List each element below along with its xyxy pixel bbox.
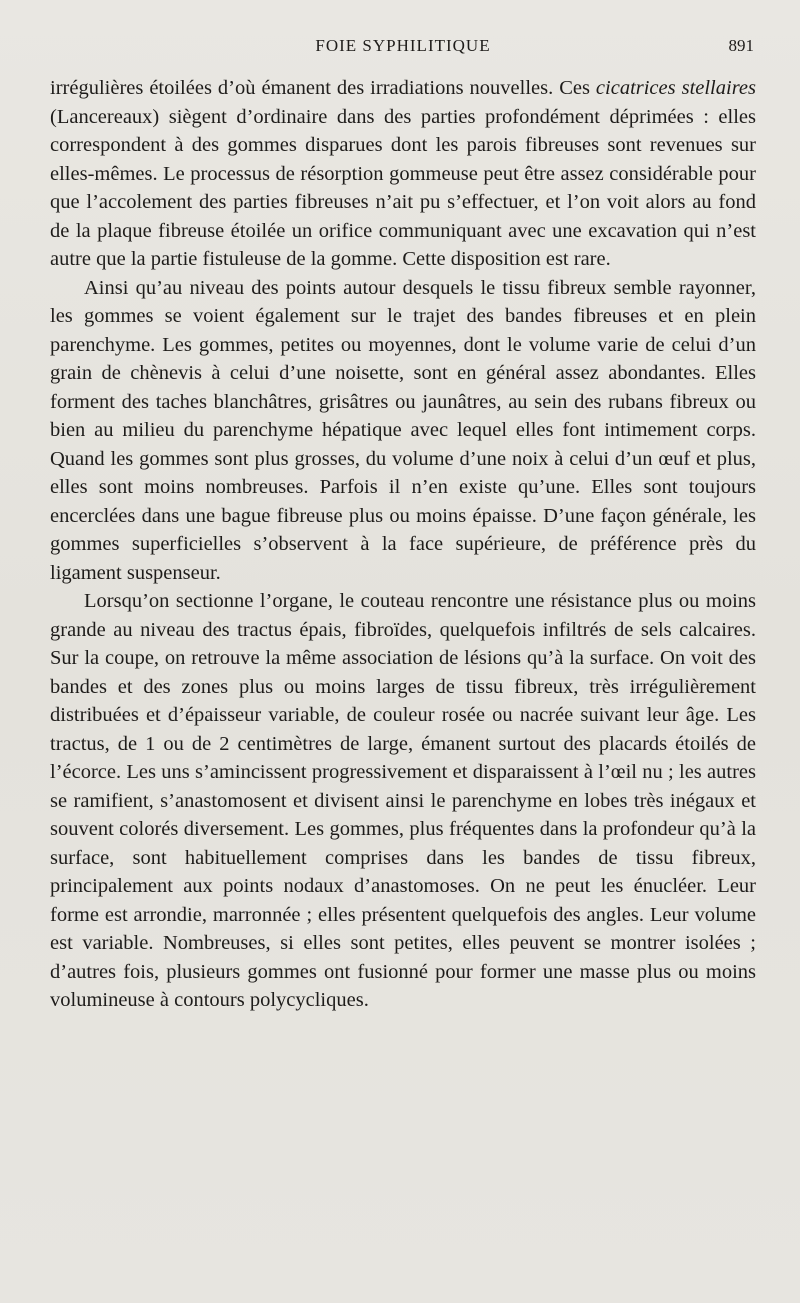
running-title: FOIE SYPHILITIQUE	[315, 36, 491, 55]
paragraph-1-rest: (Lancereaux) siègent d’ordinaire dans des parties profondément déprimées : elles correspondent à des gommes disparues dont les parois fibreuses sont revenues sur elles-mêmes. Le processus de résorption gommeuse peut être assez considérable pour que l’accolement des parties fibreuses n’ait pu s’effectuer, et l’on voit alors au fond de la plaque fibreuse étoilée un orifice communiquant avec une excavation qui n’est autre que la partie fistuleuse de la gomme. Cette disposition est rare.	[50, 105, 756, 270]
paragraph-1-start: irrégulières étoilées d’où émanent des irradiations nouvelles. Ces	[50, 77, 596, 99]
paragraph-2: Ainsi qu’au niveau des points autour desquels le tissu fibreux semble rayonner, les gommes se voient également sur le trajet des bandes fibreuses et en plein parenchyme. Les gommes, petites ou moyennes, dont le volume varie de celui d’un grain de chènevis à celui d’une noisette, sont en général assez abondantes. Elles forment des taches blanchâtres, grisâtres ou jaunâtres, au sein des rubans fibreux ou bien au milieu du parenchyme hépatique avec lequel elles font intimement corps. Quand les gommes sont plus grosses, du volume d’une noix à celui d’un œuf et plus, elles sont moins nombreuses. Parfois il n’en existe qu’une. Elles sont toujours encerclées dans une bague fibreuse plus ou moins épaisse. D’une façon générale, les gommes superficielles s’observent à la face supérieure, de préférence près du ligament suspenseur.	[50, 276, 756, 584]
body-text	[50, 74, 756, 1015]
italic-term: cicatrices stellaires	[595, 77, 756, 99]
paragraph-1	[50, 74, 756, 274]
paragraph-3: Lorsqu’on sectionne l’organe, le couteau rencontre une résistance plus ou moins grande au niveau des tractus épais, fibroïdes, quelquefois infiltrés de sels calcaires. Sur la coupe, on retrouve la même association de lésions qu’à la surface. On voit des bandes et des zones plus ou moins larges de tissu fibreux, très irrégulièrement distribuées et d’épaisseur variable, de couleur rosée ou nacrée suivant leur âge. Les tractus, de 1 ou de 2 centimètres de large, émanent surtout des placards étoilés de l’écorce. Les uns s’amincissent progressivement et disparaissent à l’œil nu ; les autres se ramifient, s’anastomosent et divisent ainsi le parenchyme en lobes très inégaux et souvent colorés diversement. Les gommes, plus fréquentes dans la profondeur qu’à la surface, sont habituellement comprises dans les bandes de tissu fibreux, principalement aux points nodaux d’anastomoses. On ne peut les énucléer. Leur forme est arrondie, marronnée ; elles présentent quelquefois des angles. Leur volume est variable. Nombreuses, si elles sont petites, elles peuvent se montrer isolées ; d’autres fois, plusieurs gommes ont fusionné pour former une masse plus ou moins volumineuse à contours polycycliques.	[50, 590, 756, 1011]
running-head	[50, 36, 756, 66]
page-number: 891	[728, 36, 754, 55]
